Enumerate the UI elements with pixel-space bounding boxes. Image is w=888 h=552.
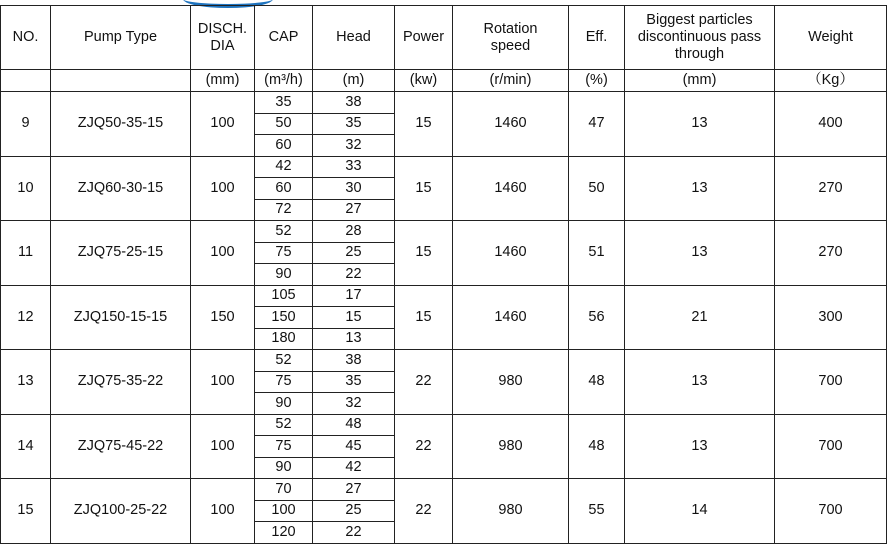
cell-head: 22	[313, 522, 395, 544]
cell-head: 45	[313, 436, 395, 458]
cell-weight: 270	[775, 156, 887, 221]
cell-pump-type: ZJQ75-25-15	[51, 221, 191, 286]
header-rotation-speed	[453, 6, 569, 70]
table-row	[1, 350, 887, 372]
cell-power: 15	[395, 92, 453, 157]
header-power: Power	[395, 6, 453, 70]
cell-cap: 42	[255, 156, 313, 178]
units-row	[1, 70, 887, 92]
header-cap: CAP	[255, 6, 313, 70]
header-disch-dia-line: DISCH.	[197, 20, 248, 37]
units-disch-dia: (mm)	[191, 70, 255, 92]
header-rotation-line: speed	[490, 37, 531, 54]
cell-head: 38	[313, 92, 395, 114]
cell-power: 22	[395, 479, 453, 544]
cell-cap: 90	[255, 457, 313, 479]
cell-head: 33	[313, 156, 395, 178]
cell-disch-dia: 100	[191, 156, 255, 221]
cell-head: 35	[313, 113, 395, 135]
cell-no: 13	[1, 350, 51, 415]
cell-pump-type: ZJQ150-15-15	[51, 285, 191, 350]
table-row	[1, 479, 887, 501]
cell-head: 30	[313, 178, 395, 200]
cell-particles: 13	[625, 156, 775, 221]
cell-head: 42	[313, 457, 395, 479]
header-no: NO.	[1, 6, 51, 70]
cell-head: 17	[313, 285, 395, 307]
cell-cap: 72	[255, 199, 313, 221]
cell-cap: 35	[255, 92, 313, 114]
pump-spec-table	[0, 5, 887, 544]
cell-disch-dia: 100	[191, 479, 255, 544]
cell-cap: 105	[255, 285, 313, 307]
cell-no: 12	[1, 285, 51, 350]
cell-head: 13	[313, 328, 395, 350]
units-head: (m)	[313, 70, 395, 92]
cell-eff: 47	[569, 92, 625, 157]
cell-head: 32	[313, 135, 395, 157]
cell-power: 15	[395, 156, 453, 221]
cell-disch-dia: 100	[191, 350, 255, 415]
cell-cap: 52	[255, 414, 313, 436]
cell-head: 15	[313, 307, 395, 329]
cell-cap: 60	[255, 135, 313, 157]
cell-rotation-speed: 1460	[453, 221, 569, 286]
cell-disch-dia: 100	[191, 221, 255, 286]
cell-particles: 13	[625, 414, 775, 479]
cell-head: 27	[313, 479, 395, 501]
cell-cap: 90	[255, 393, 313, 415]
cell-pump-type: ZJQ60-30-15	[51, 156, 191, 221]
cell-cap: 90	[255, 264, 313, 286]
cell-rotation-speed: 980	[453, 414, 569, 479]
cell-eff: 56	[569, 285, 625, 350]
cell-rotation-speed: 980	[453, 350, 569, 415]
cell-power: 22	[395, 350, 453, 415]
cell-no: 10	[1, 156, 51, 221]
units-weight: （Kg）	[775, 70, 887, 92]
cell-pump-type: ZJQ50-35-15	[51, 92, 191, 157]
cell-weight: 400	[775, 92, 887, 157]
header-eff: Eff.	[569, 6, 625, 70]
cell-particles: 13	[625, 92, 775, 157]
cell-rotation-speed: 1460	[453, 92, 569, 157]
header-particles-line: through	[674, 46, 725, 62]
cell-power: 15	[395, 221, 453, 286]
cell-power: 15	[395, 285, 453, 350]
cell-weight: 700	[775, 479, 887, 544]
cell-particles: 13	[625, 350, 775, 415]
units-pump-type	[51, 70, 191, 92]
units-eff: (%)	[569, 70, 625, 92]
header-row	[1, 6, 887, 70]
cell-cap: 100	[255, 500, 313, 522]
cell-pump-type: ZJQ75-35-22	[51, 350, 191, 415]
cell-cap: 60	[255, 178, 313, 200]
header-weight: Weight	[775, 6, 887, 70]
cell-head: 25	[313, 242, 395, 264]
cell-cap: 180	[255, 328, 313, 350]
cell-particles: 14	[625, 479, 775, 544]
cell-disch-dia: 100	[191, 92, 255, 157]
table-row	[1, 156, 887, 178]
units-particles: (mm)	[625, 70, 775, 92]
cell-weight: 300	[775, 285, 887, 350]
table-row	[1, 92, 887, 114]
units-power: (kw)	[395, 70, 453, 92]
cell-head: 48	[313, 414, 395, 436]
table-row	[1, 221, 887, 243]
cell-rotation-speed: 980	[453, 479, 569, 544]
cell-rotation-speed: 1460	[453, 285, 569, 350]
cell-head: 32	[313, 393, 395, 415]
units-cap: (m³/h)	[255, 70, 313, 92]
header-particles	[625, 6, 775, 70]
cell-disch-dia: 150	[191, 285, 255, 350]
cell-rotation-speed: 1460	[453, 156, 569, 221]
cell-no: 9	[1, 92, 51, 157]
cell-head: 25	[313, 500, 395, 522]
cell-no: 15	[1, 479, 51, 544]
cell-head: 27	[313, 199, 395, 221]
cell-weight: 700	[775, 350, 887, 415]
cell-weight: 270	[775, 221, 887, 286]
cell-cap: 52	[255, 350, 313, 372]
header-disch-dia-line: DIA	[210, 37, 235, 54]
cell-weight: 700	[775, 414, 887, 479]
cell-head: 38	[313, 350, 395, 372]
cell-eff: 51	[569, 221, 625, 286]
cell-head: 28	[313, 221, 395, 243]
cell-particles: 13	[625, 221, 775, 286]
table-body	[1, 92, 887, 544]
cell-eff: 48	[569, 350, 625, 415]
cell-cap: 120	[255, 522, 313, 544]
cell-cap: 75	[255, 242, 313, 264]
cell-head: 35	[313, 371, 395, 393]
cell-no: 11	[1, 221, 51, 286]
cell-eff: 50	[569, 156, 625, 221]
header-disch-dia	[191, 6, 255, 70]
cell-head: 22	[313, 264, 395, 286]
cell-particles: 21	[625, 285, 775, 350]
cell-no: 14	[1, 414, 51, 479]
cell-cap: 52	[255, 221, 313, 243]
cell-eff: 55	[569, 479, 625, 544]
units-no	[1, 70, 51, 92]
cell-cap: 75	[255, 436, 313, 458]
table-row	[1, 285, 887, 307]
table-row	[1, 414, 887, 436]
cell-cap: 70	[255, 479, 313, 501]
cell-cap: 150	[255, 307, 313, 329]
cell-pump-type: ZJQ100-25-22	[51, 479, 191, 544]
cell-power: 22	[395, 414, 453, 479]
header-particles-line: discontinuous pass	[637, 29, 762, 45]
units-rotation-speed: (r/min)	[453, 70, 569, 92]
cell-eff: 48	[569, 414, 625, 479]
header-head: Head	[313, 6, 395, 70]
cell-cap: 50	[255, 113, 313, 135]
header-pump-type: Pump Type	[51, 6, 191, 70]
header-rotation-line: Rotation	[483, 20, 538, 37]
cell-cap: 75	[255, 371, 313, 393]
cell-disch-dia: 100	[191, 414, 255, 479]
header-particles-line: Biggest particles	[646, 12, 753, 28]
cell-pump-type: ZJQ75-45-22	[51, 414, 191, 479]
